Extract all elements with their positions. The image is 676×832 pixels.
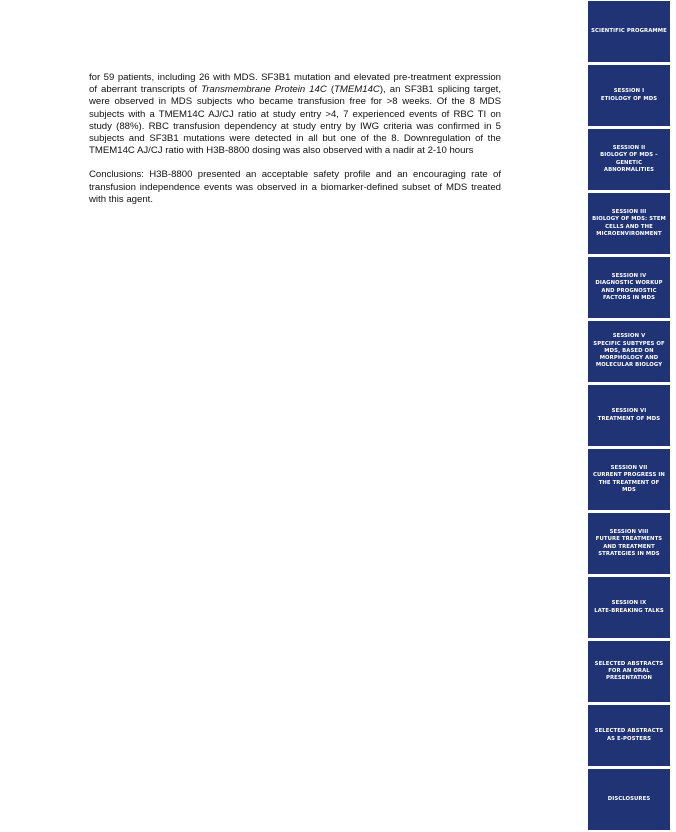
nav-disclosures[interactable] bbox=[588, 769, 670, 830]
nav-session-2[interactable] bbox=[588, 129, 670, 190]
nav-label: SESSION VIII bbox=[609, 529, 649, 536]
nav-session-8[interactable] bbox=[588, 513, 670, 574]
nav-session-4[interactable] bbox=[588, 257, 670, 318]
gene-full-name: Transmembrane Protein 14C bbox=[201, 84, 327, 96]
nav-e-posters[interactable] bbox=[588, 705, 670, 766]
results-text-1: for 59 patients, including 26 with MDS. SF3B1 mutation and elevated pre-treatment expression of aberrant transcripts of bbox=[89, 72, 501, 96]
nav-session-5[interactable] bbox=[588, 321, 670, 382]
nav-label: SESSION IV bbox=[611, 273, 647, 280]
nav-label: DISCLOSURES bbox=[607, 795, 651, 802]
abstract-text bbox=[89, 72, 501, 218]
nav-label: SESSION IX bbox=[611, 600, 647, 607]
nav-sub-label: LATE-BREAKING TALKS bbox=[594, 607, 664, 614]
nav-session-1[interactable] bbox=[588, 65, 670, 126]
nav-session-7[interactable] bbox=[588, 449, 670, 510]
nav-sub-label: BIOLOGY OF MDS: STEM CELLS AND THE MICROENVIRONMENT bbox=[592, 216, 666, 237]
nav-oral-abstracts[interactable] bbox=[588, 641, 670, 702]
nav-label: SESSION VI bbox=[611, 408, 647, 415]
nav-session-9[interactable] bbox=[588, 577, 670, 638]
results-paragraph bbox=[89, 72, 501, 157]
gene-symbol: TMEM14C bbox=[334, 84, 380, 96]
nav-label: SESSION I bbox=[613, 88, 645, 95]
nav-sub-label: ETIOLOGY OF MDS bbox=[600, 95, 658, 102]
nav-scientific-programme[interactable] bbox=[588, 1, 670, 62]
nav-sub-label: FUTURE TREATMENTS AND TREATMENT STRATEGIES IN MDS bbox=[595, 536, 663, 557]
nav-label: SESSION V bbox=[612, 333, 646, 340]
nav-label: SESSION III bbox=[611, 209, 647, 216]
nav-label: SELECTED ABSTRACTS FOR AN ORAL PRESENTATION bbox=[594, 660, 664, 682]
session-sidebar bbox=[588, 0, 670, 832]
nav-label: SCIENTIFIC PROGRAMME bbox=[591, 27, 667, 34]
nav-label: SELECTED ABSTRACTS AS E-POSTERS bbox=[594, 728, 664, 742]
nav-session-3[interactable] bbox=[588, 193, 670, 254]
results-text-2: ( bbox=[326, 84, 335, 96]
nav-label: SESSION II bbox=[612, 145, 646, 152]
results-text-3: ), an SF3B1 splicing target, were observed in MDS subjects who became transfusion free for >8 weeks. Of the 8 MDS subjects with a TMEM14C AJ/CJ ratio at study entry >4, 7 experienced events of RBC TI on study (88%). RBC transfusion dependency at study entry by IWG criteria was confirmed in 5 subjects and SF3B1 mutations were detected in all but one of the 8. Downregulation of the TMEM14C AJ/CJ ratio with H3B-8800 dosing was also observed with a nadir at 2-10 hours bbox=[89, 84, 501, 157]
nav-sub-label: BIOLOGY OF MDS – GENETIC ABNORMALITIES bbox=[600, 152, 658, 173]
nav-sub-label: DIAGNOSTIC WORKUP AND PROGNOSTIC FACTORS IN MDS bbox=[595, 280, 663, 301]
nav-session-6[interactable] bbox=[588, 385, 670, 446]
nav-sub-label: TREATMENT OF MDS bbox=[597, 415, 661, 422]
conclusions-paragraph: Conclusions: H3B-8800 presented an acceptable safety profile and an encouraging rate of transfusion independence events was observed in a biomarker-defined subset of MDS treated with this agent. bbox=[89, 169, 501, 205]
nav-sub-label: CURRENT PROGRESS IN THE TREATMENT OF MDS bbox=[593, 472, 665, 493]
nav-sub-label: SPECIFIC SUBTYPES OF MDS, BASED ON MORPHOLOGY AND MOLECULAR BIOLOGY bbox=[593, 340, 665, 369]
nav-label: SESSION VII bbox=[610, 465, 648, 472]
